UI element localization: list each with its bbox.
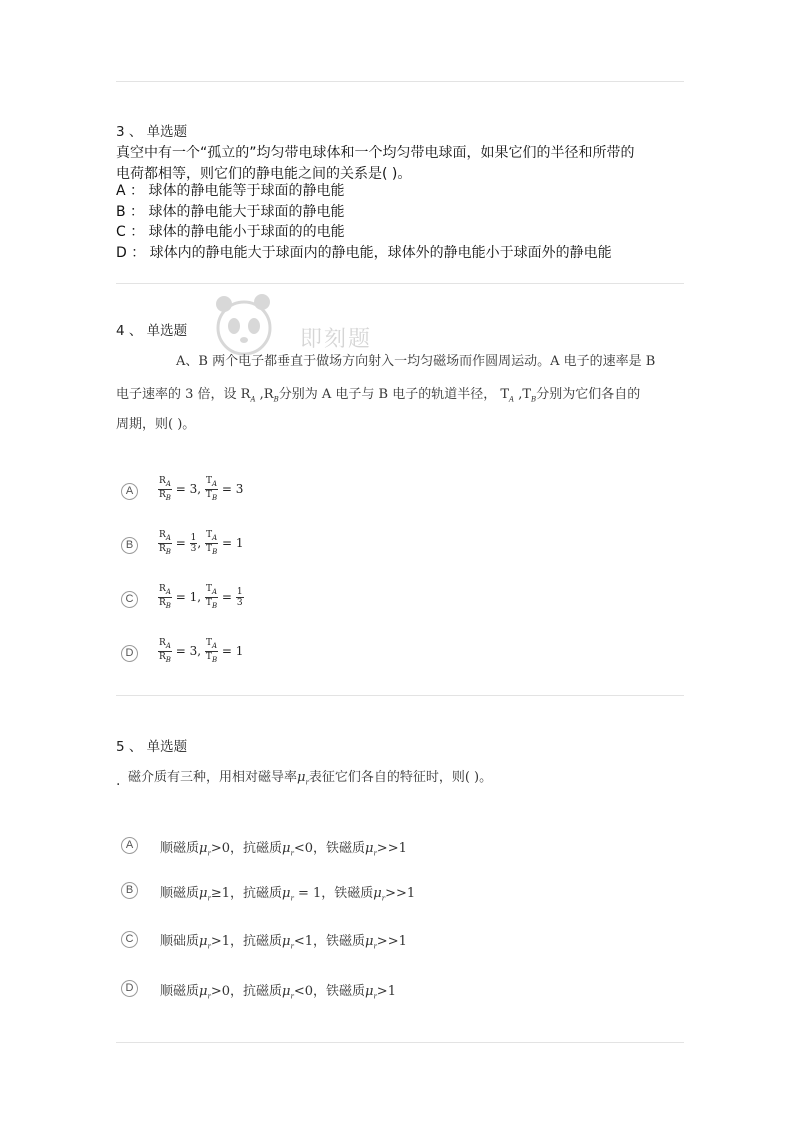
fraction: $\frac{R_A}{R_B}$ (159, 530, 171, 556)
divider-top (116, 81, 684, 82)
q5-option-d[interactable]: 顺磁质$\mu_r>0$，抗磁质$\mu_r<0$，铁磁质$\mu_r>1$ (160, 984, 396, 1001)
q3-header: 3 、 单选题 (116, 124, 188, 140)
divider-q4-q5 (116, 695, 684, 696)
q5-option-b[interactable]: 顺磁质$\mu_r\ge 1$，抗磁质$\mu_r = 1$，铁磁质$\mu_r>>1$ (160, 886, 416, 903)
fraction: $\frac{R_A}{R_B}$ (159, 476, 171, 502)
q3-option-d[interactable]: D ： 球体内的静电能大于球面内的静电能，球体外的静电能小于球面外的静电能 (116, 245, 612, 261)
q5-option-d-radio[interactable]: D (121, 980, 138, 997)
fraction: $\frac{1}{3}$ (236, 586, 243, 608)
q5-bullet: . (116, 773, 121, 789)
q3-option-a[interactable]: A ： 球体的静电能等于球面的静电能 (116, 183, 345, 199)
q4-header: 4 、 单选题 (116, 323, 188, 339)
q4-option-d[interactable]: $\frac{R_A}{R_B}$ = 3, $\frac{T_A}{T_B}$ = 1 (159, 638, 244, 664)
q5-option-c[interactable]: 顺础质$\mu_r>1$，抗磁质$\mu_r<1$，铁磁质$\mu_r>>1$ (160, 934, 407, 951)
fraction: $\frac{T_A}{T_B}$ (205, 638, 218, 664)
fraction: $\frac{R_A}{R_B}$ (159, 638, 171, 664)
q4-stem-line1: A、B 两个电子都垂直于做场方向射入一均匀磁场而作圆周运动。A 电子的速率是 B (176, 354, 656, 369)
q4-option-b[interactable]: $\frac{R_A}{R_B}$ = $\frac{1}{3}$ , $\frac{T_A}{T_B}$ = 1 (159, 530, 244, 556)
q4-option-d-radio[interactable]: D (121, 645, 138, 662)
fraction: $\frac{1}{3}$ (190, 532, 197, 554)
q3-stem-line2: 电荷都相等，则它们的静电能之间的关系是( )。 (116, 166, 412, 182)
q4-stem-line2: 电子速率的 3 倍，设 $R_A$ $,R_B$分别为 A 电子与 B 电子的轨道半径， $T_A$ $,T_B$分别为它们各自的 (116, 387, 641, 404)
q5-option-c-radio[interactable]: C (121, 931, 138, 948)
fraction: $\frac{T_A}{T_B}$ (205, 476, 218, 502)
q4-stem-line3: 周期，则( )。 (116, 417, 196, 432)
q5-option-a[interactable]: 顺磁质$\mu_r>0$，抗磁质$\mu_r<0$，铁磁质$\mu_r>>1$ (160, 841, 407, 858)
q4-option-a-radio[interactable]: A (121, 483, 138, 500)
divider-q3-q4 (116, 283, 684, 284)
q3-option-b[interactable]: B ： 球体的静电能大于球面的静电能 (116, 204, 345, 220)
q4-option-c-radio[interactable]: C (121, 591, 138, 608)
q3-stem-line1: 真空中有一个“孤立的”均匀带电球体和一个均匀带电球面，如果它们的半径和所带的 (116, 145, 635, 161)
fraction: $\frac{R_A}{R_B}$ (159, 584, 171, 610)
q5-option-a-radio[interactable]: A (121, 837, 138, 854)
fraction: $\frac{T_A}{T_B}$ (205, 584, 218, 610)
q4-option-b-radio[interactable]: B (121, 537, 138, 554)
q4-option-c[interactable]: $\frac{R_A}{R_B}$ = 1, $\frac{T_A}{T_B}$ = $\frac{1}{3}$ (159, 584, 243, 610)
divider-bottom (116, 1042, 684, 1043)
fraction: $\frac{T_A}{T_B}$ (206, 530, 218, 556)
q3-option-c[interactable]: C ： 球体的静电能小于球面的的电能 (116, 224, 345, 240)
q4-option-a[interactable]: $\frac{R_A}{R_B}$ = 3, $\frac{T_A}{T_B}$ = 3 (159, 476, 244, 502)
q5-stem: 磁介质有三种，用相对磁导率$\mu_r$表征它们各自的特征时，则( )。 (128, 770, 493, 787)
q5-option-b-radio[interactable]: B (121, 882, 138, 899)
q5-header: 5 、 单选题 (116, 739, 188, 755)
watermark-text: 即刻题 (300, 327, 373, 352)
